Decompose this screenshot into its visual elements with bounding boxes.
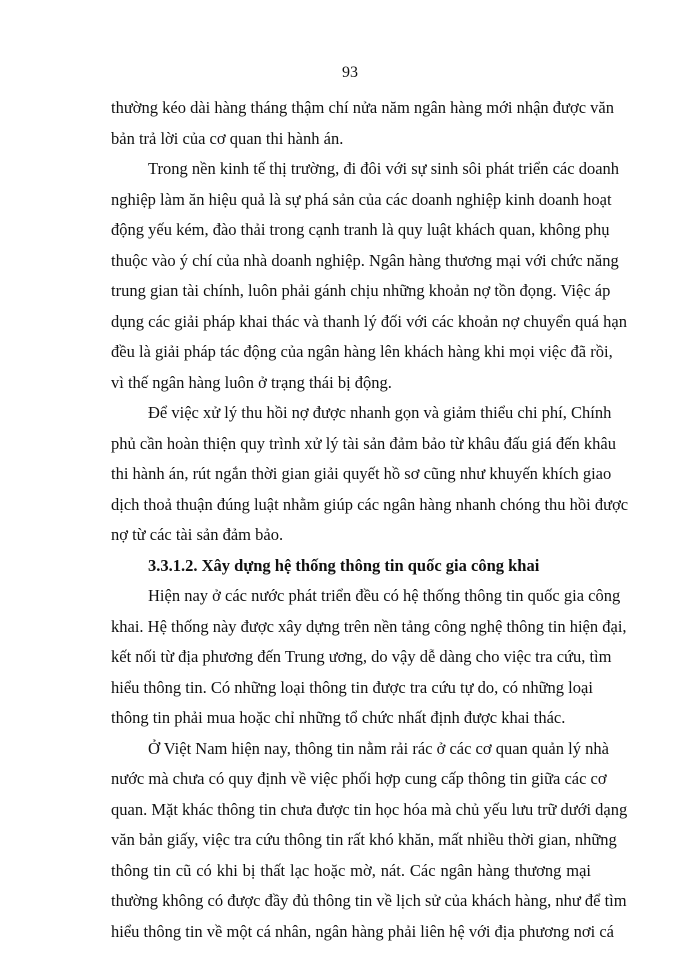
paragraph-line: Để việc xử lý thu hồi nợ được nhanh gọn và giảm thiểu chi phí, Chính: [148, 403, 612, 422]
paragraph-line: thường không có được đầy đủ thông tin về lịch sử của khách hàng, như để tìm: [111, 891, 627, 910]
paragraph-line: khai. Hệ thống này được xây dựng trên nền tảng công nghệ thông tin hiện đại,: [111, 616, 627, 636]
paragraph: [111, 734, 628, 948]
paragraph-line: hiểu thông tin. Có những loại thông tin được tra cứu tự do, có những loại: [111, 677, 593, 697]
paragraph-line: văn bản giấy, việc tra cứu thông tin rất khó khăn, mất nhiều thời gian, những: [111, 830, 617, 849]
paragraph-line: dịch thoả thuận đúng luật nhằm giúp các ngân hàng nhanh chóng thu hồi được: [111, 494, 629, 514]
paragraph: [111, 581, 627, 734]
section-body-before-heading: [111, 93, 629, 551]
paragraph-line: nghiệp làm ăn hiệu quả là sự phá sản của các doanh nghiệp kinh doanh hoạt: [111, 189, 612, 209]
paragraph-line: phủ cần hoàn thiện quy trình xử lý tài sản đảm bảo từ khâu đấu giá đến khâu: [111, 433, 616, 453]
paragraph-line: thuộc vào ý chí của nhà doanh nghiệp. Ngân hàng thương mại với chức năng: [111, 250, 619, 270]
paragraph-line: động yếu kém, đào thải trong cạnh tranh là quy luật khách quan, không phụ: [111, 220, 610, 239]
paragraph-line: vì thế ngân hàng luôn ở trạng thái bị động.: [111, 372, 392, 392]
paragraph-line: bản trả lời của cơ quan thi hành án.: [111, 128, 344, 148]
paragraph-line: nợ từ các tài sản đảm bảo.: [111, 525, 284, 544]
paragraph-line: kết nối từ địa phương đến Trung ương, do vậy dễ dàng cho việc tra cứu, tìm: [111, 647, 612, 666]
paragraph-line: hiểu thông tin về một cá nhân, ngân hàng phải liên hệ với địa phương nơi cá: [111, 921, 614, 941]
paragraph: [111, 154, 627, 398]
paragraph-line: thông tin cũ có khi bị thất lạc hoặc mờ, nát. Các ngân hàng thương mại: [111, 860, 591, 880]
paragraph-line: trung gian tài chính, luôn phải gánh chịu những khoản nợ tồn đọng. Việc áp: [111, 281, 611, 300]
paragraph-line: nước mà chưa có quy định về việc phối hợp cung cấp thông tin giữa các cơ: [111, 769, 607, 788]
paragraph-line: Ở Việt Nam hiện nay, thông tin nằm rải rác ở các cơ quan quản lý nhà: [148, 738, 609, 758]
page-number: 93: [342, 64, 358, 81]
paragraph: [111, 398, 629, 551]
section-body-after-heading: [111, 581, 628, 947]
paragraph-line: dụng các giải pháp khai thác và thanh lý đối với các khoản nợ chuyển quá hạn: [111, 311, 627, 331]
paragraph-line: thường kéo dài hàng tháng thậm chí nửa năm ngân hàng mới nhận được văn: [111, 98, 614, 117]
paragraph-line: Hiện nay ở các nước phát triển đều có hệ thống thông tin quốc gia công: [148, 586, 621, 605]
paragraph-line: Trong nền kinh tế thị trường, đi đôi với sự sinh sôi phát triển các doanh: [148, 159, 620, 178]
paragraph-line: quan. Mặt khác thông tin chưa được tin học hóa mà chủ yếu lưu trữ dưới dạng: [111, 799, 628, 819]
paragraph-line: thông tin phải mua hoặc chỉ những tổ chức nhất định được khai thác.: [111, 708, 566, 727]
paragraph-line: thi hành án, rút ngắn thời gian giải quyết hồ sơ cũng như khuyến khích giao: [111, 464, 612, 483]
paragraph-line: đều là giải pháp tác động của ngân hàng lên khách hàng khi mọi việc đã rồi,: [111, 342, 613, 361]
paragraph: [111, 93, 614, 154]
section-heading: 3.3.1.2. Xây dựng hệ thống thông tin quốc gia công khai: [148, 555, 540, 575]
page-body: [111, 93, 629, 947]
